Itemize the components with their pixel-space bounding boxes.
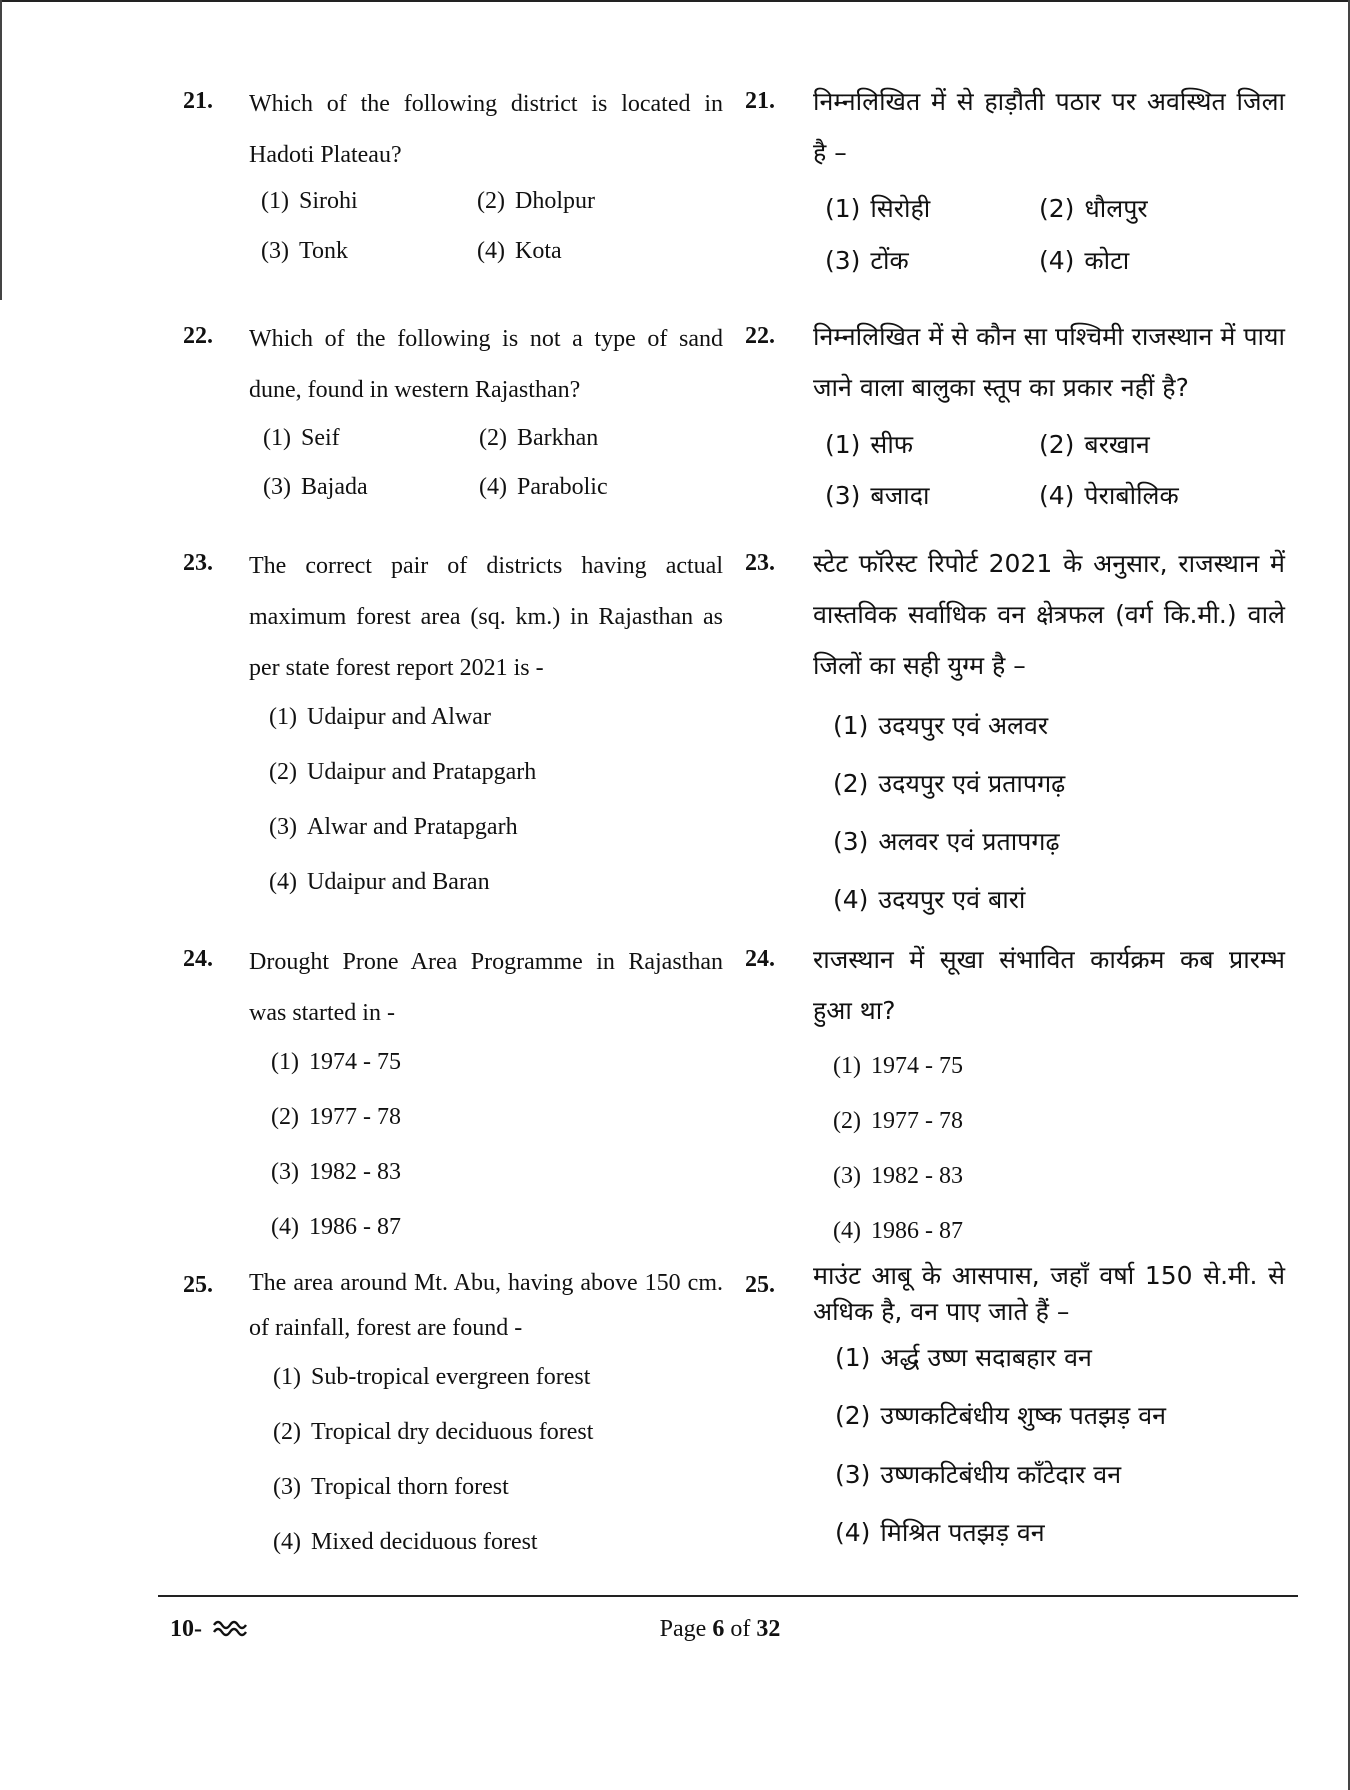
option-2: (2) 1977 - 78: [271, 1104, 401, 1130]
option-4: (4) उदयपुर एवं बारां: [833, 885, 1026, 914]
option-2: (2) 1977 - 78: [833, 1108, 963, 1134]
question-text: The correct pair of districts having actual maximum forest area (sq. km.) in Rajasthan as per state forest report 2021 is -: [249, 553, 723, 681]
question-number: 24.: [745, 946, 775, 972]
question-number: 23.: [745, 550, 775, 576]
option-3: (3) अलवर एवं प्रतापगढ़: [833, 827, 1060, 856]
option-2: (2) Udaipur and Pratapgarh: [269, 759, 537, 785]
option-1: (1) अर्द्ध उष्ण सदाबहार वन: [835, 1343, 1092, 1372]
question-number: 23.: [183, 550, 213, 576]
series-code-text: 10-: [170, 1616, 202, 1642]
hindi-column: [745, 0, 1285, 1590]
question-text: माउंट आबू के आसपास, जहाँ वर्षा 150 से.मी. से अधिक है, वन पाए जाते हैं –: [813, 1261, 1285, 1326]
option-1: (1) सिरोही: [825, 194, 931, 223]
option-3: (3) टोंक: [825, 246, 909, 275]
option-4: (4) कोटा: [1039, 246, 1130, 275]
option-4: (4) पेराबोलिक: [1039, 481, 1179, 510]
option-3: (3) 1982 - 83: [271, 1159, 401, 1185]
option-2: (2) बरखान: [1039, 430, 1150, 459]
question-number: 25.: [183, 1272, 213, 1298]
option-4: (4) Parabolic: [479, 474, 608, 500]
question-text: राजस्थान में सूखा संभावित कार्यक्रम कब प्रारम्भ हुआ था?: [813, 945, 1285, 1025]
question-number: 22.: [183, 323, 213, 349]
option-1: (1) Seif: [263, 425, 340, 451]
question-text: Drought Prone Area Programme in Rajasthan was started in -: [249, 949, 723, 1026]
option-1: (1) 1974 - 75: [271, 1049, 401, 1075]
option-4: (4) 1986 - 87: [271, 1214, 401, 1240]
option-1: (1) उदयपुर एवं अलवर: [833, 711, 1049, 740]
page-number: Page 6 of 32: [659, 1616, 781, 1642]
option-2: (2) उष्णकटिबंधीय शुष्क पतझड़ वन: [835, 1401, 1167, 1430]
question-text: The area around Mt. Abu, having above 150 cm. of rainfall, forest are found -: [249, 1270, 723, 1341]
option-3: (3) Tropical thorn forest: [273, 1474, 509, 1500]
option-2: (2) धौलपुर: [1039, 194, 1148, 223]
option-3: (3) 1982 - 83: [833, 1163, 963, 1189]
question-text: Which of the following district is located in Hadoti Plateau?: [249, 91, 723, 168]
option-3: (3) बजादा: [825, 481, 930, 510]
question-number: 25.: [745, 1272, 775, 1298]
option-2: (2) उदयपुर एवं प्रतापगढ़: [833, 769, 1066, 798]
option-2: (2) Dholpur: [477, 188, 595, 214]
question-text: स्टेट फॉरेस्ट रिपोर्ट 2021 के अनुसार, राजस्थान में वास्तविक सर्वाधिक वन क्षेत्रफल (वर्ग कि.मी.) वाले जिलों का सही युग्म है –: [813, 549, 1285, 680]
option-3: (3) Alwar and Pratapgarh: [269, 814, 518, 840]
page-border-left: [0, 0, 2, 300]
option-4: (4) 1986 - 87: [833, 1218, 963, 1244]
footer-divider: [158, 1595, 1298, 1597]
option-1: (1) Udaipur and Alwar: [269, 704, 491, 730]
option-3: (3) उष्णकटिबंधीय काँटेदार वन: [835, 1460, 1122, 1489]
option-4: (4) Udaipur and Baran: [269, 869, 490, 895]
option-1: (1) 1974 - 75: [833, 1053, 963, 1079]
option-2: (2) Barkhan: [479, 425, 599, 451]
question-number: 21.: [183, 88, 213, 114]
english-column: [183, 0, 723, 1590]
option-4: (4) Mixed deciduous forest: [273, 1529, 538, 1555]
option-1: (1) सीफ: [825, 430, 914, 459]
question-text: निम्नलिखित में से कौन सा पश्चिमी राजस्थान में पाया जाने वाला बालुका स्तूप का प्रकार नहीं है?: [813, 322, 1285, 402]
option-2: (2) Tropical dry deciduous forest: [273, 1419, 594, 1445]
question-number: 21.: [745, 88, 775, 114]
option-4: (4) मिश्रित पतझड़ वन: [835, 1518, 1045, 1547]
option-1: (1) Sub-tropical evergreen forest: [273, 1364, 591, 1390]
question-number: 22.: [745, 323, 775, 349]
question-number: 24.: [183, 946, 213, 972]
option-1: (1) Sirohi: [261, 188, 358, 214]
option-3: (3) Tonk: [261, 238, 348, 264]
option-3: (3) Bajada: [263, 474, 368, 500]
option-4: (4) Kota: [477, 238, 562, 264]
question-text: Which of the following is not a type of sand dune, found in western Rajasthan?: [249, 326, 723, 403]
question-text: निम्नलिखित में से हाड़ौती पठार पर अवस्थित जिला है –: [813, 87, 1285, 167]
